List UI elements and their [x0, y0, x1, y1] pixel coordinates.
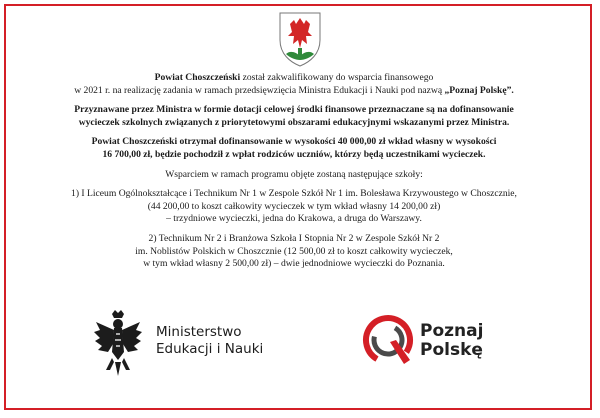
paragraph-qualification [14, 72, 574, 97]
program-logo-text [420, 322, 483, 360]
text-line: – trzydniowe wycieczki, jedna do Krakowa, a druga do Warszawy. [166, 213, 422, 225]
ministry-line: Edukacji i Nauki [156, 341, 264, 357]
text-line: 16 700,00 zł, będzie pochodził z wpłat rodziców uczniów, którzy będą uczestnikami wycieczek. [102, 148, 486, 160]
program-name: „Poznaj Polskę”. [444, 84, 514, 96]
program-logo-line: Polskę [420, 340, 483, 360]
text-line: 2) Technikum Nr 2 i Branżowa Szkoła I Stopnia Nr 2 w Zespole Szkół Nr 2 [148, 232, 440, 244]
school-1 [14, 188, 574, 226]
paragraph-schools-intro: Wsparciem w ramach programu objęte zostaną następujące szkoły: [165, 168, 423, 180]
paragraph-grant-purpose [14, 104, 574, 129]
white-eagle-icon [92, 308, 144, 380]
text-line: wycieczek szkolnych związanych z priorytetowymi obszarami edukacyjnymi wskazanymi przez Ministra. [78, 116, 510, 128]
ministry-logo [92, 308, 292, 380]
county-name: Powiat Choszczeński [154, 72, 241, 83]
text-line: w 2021 r. na realizację zadania w ramach przedsięwzięcia Ministra Edukacji i Nauki pod nazwą [74, 84, 445, 96]
text-line: został zakwalifikowany do wsparcia finansowego [240, 72, 434, 83]
text-line: Przyznawane przez Ministra w formie dotacji celowej środki finansowe przeznaczane są na dofinansowanie [74, 104, 514, 116]
poznaj-polske-logo [360, 312, 520, 374]
text-line: (44 200,00 to koszt całkowity wycieczek w tym wkład własny 14 200,00 zł) [147, 200, 441, 212]
program-logo-line: Poznaj [420, 321, 484, 341]
ministry-name [156, 324, 263, 358]
text-line: Powiat Choszczeński otrzymał dofinansowanie w wysokości 40 000,00 zł wkład własny w wysokości [91, 136, 497, 148]
text-line: w tym wkład własny 2 500,00 zł) – dwie jednodniowe wycieczki do Poznania. [143, 258, 445, 270]
ministry-line: Ministerstwo [156, 324, 242, 340]
announcement-text [14, 72, 574, 278]
text-line: im. Noblistów Polskich w Choszcznie (12 500,00 zł to koszt całkowity wycieczek, [135, 245, 453, 257]
paragraph-funding-amount [14, 136, 574, 161]
school-2 [14, 233, 574, 271]
coat-of-arms-icon [276, 10, 324, 68]
poznaj-polske-q-icon [360, 312, 416, 372]
text-line: 1) I Liceum Ogólnokształcące i Technikum Nr 1 w Zespole Szkół Nr 1 im. Bolesława Krzywoustego w Choszcznie, [71, 188, 517, 200]
